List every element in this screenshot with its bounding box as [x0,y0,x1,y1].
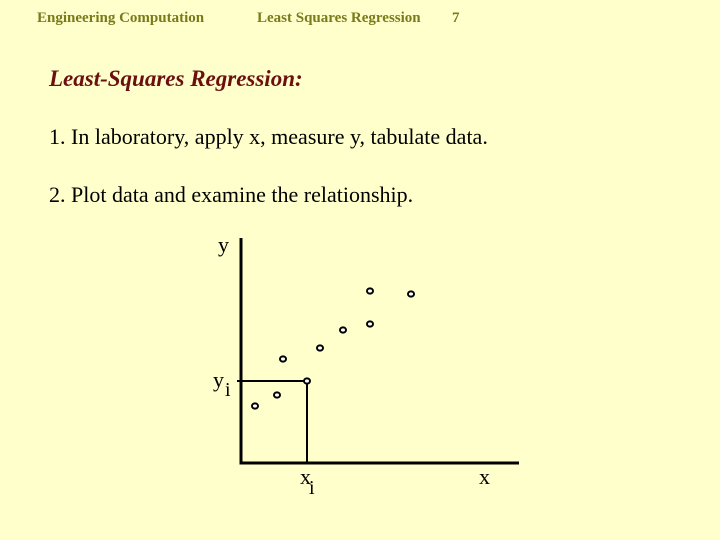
data-point [367,321,373,326]
page-number: 7 [452,10,460,26]
list-item: 1. In laboratory, apply x, measure y, tabulate data. [49,124,488,149]
x-axis-label: x [479,464,490,489]
list-item: 2. Plot data and examine the relationship. [49,182,414,207]
yi-label: y [213,367,224,392]
data-point [252,403,258,408]
data-point [317,345,323,350]
data-point [280,356,286,361]
xi-label-sub: i [309,477,315,499]
data-point [367,288,373,293]
data-point [408,291,414,296]
slide-title: Least-Squares Regression: [49,66,303,91]
y-axis-label: y [218,232,229,257]
topic-header: Least Squares Regression [257,10,421,26]
yi-label-sub: i [225,379,231,401]
data-point [274,392,280,397]
data-point [304,378,310,383]
data-point [340,327,346,332]
xi-label: x [300,464,311,489]
course-header: Engineering Computation [37,10,205,26]
